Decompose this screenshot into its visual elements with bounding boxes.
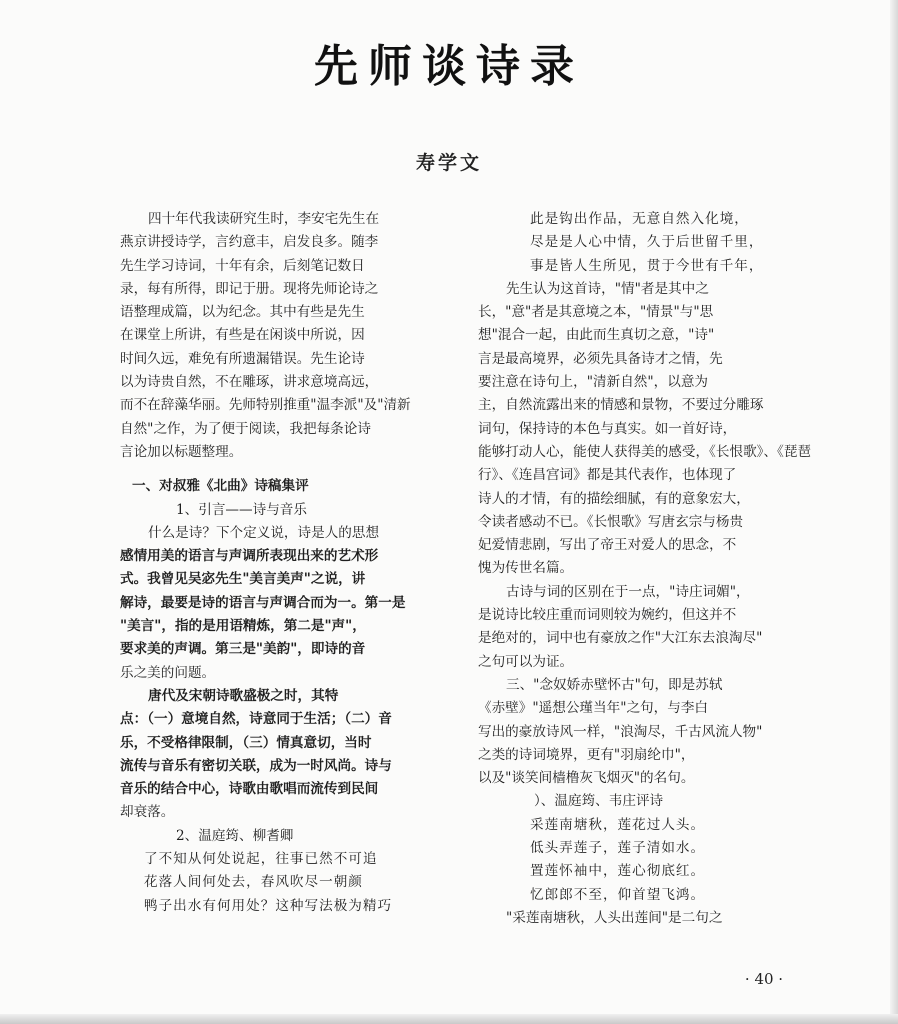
text-line: 令读者感动不已。《长恨歌》写唐玄宗与杨贵 <box>478 513 744 530</box>
text-line: 先生学习诗词，十年有余，后刻笔记数日 <box>120 257 365 274</box>
text-line: 燕京讲授诗学，言约意丰，启发良多。随李 <box>120 234 379 251</box>
text-line: 写出的豪放诗风一样，"浪淘尽，千古风流人物" <box>478 723 763 740</box>
poem-line: 鸭子出水有何用处？这种写法极为精巧 <box>144 897 393 914</box>
text-line: 主，自然流露出来的情感和景物，不要过分雕琢 <box>478 397 764 414</box>
poem-line: 了不知从何处说起，往事已然不可追 <box>144 851 378 868</box>
text-line: 而不在辞藻华丽。先师特别推重"温李派"及"清新 <box>120 397 411 414</box>
text-line: 愧为传世名篇。 <box>478 560 574 577</box>
subsection-heading: 1、引言——诗与音乐 <box>176 501 307 518</box>
subsection-heading: 2、温庭筠、柳耆卿 <box>176 827 294 844</box>
text-line: 唐代及宋朝诗歌盛极之时，其特 <box>148 687 339 704</box>
text-line: "美言"，指的是用语精炼，第二是"声"， <box>120 618 366 635</box>
text-line: 言论加以标题整理。 <box>120 443 243 460</box>
text-line: 想"混合一起，由此而生真切之意，"诗" <box>478 327 715 344</box>
text-line: 诗人的才情，有的描绘细腻，有的意象宏大， <box>478 490 750 507</box>
text-line: 录，每有所得，即记于册。现将先师论诗之 <box>120 280 379 297</box>
page-edge-shadow <box>890 0 898 1024</box>
poem-line: 采莲南塘秋，莲花过人头。 <box>530 816 706 833</box>
right-text-column <box>478 208 816 930</box>
paragraph-gap <box>120 464 446 475</box>
text-line: 以为诗贵自然，不在雕琢，讲求意境高远， <box>120 374 379 391</box>
text-line: 时间久远，难免有所遗漏错误。先生论诗 <box>120 350 365 367</box>
text-line: 言是最高境界，必须先具备诗才之情，先 <box>478 350 723 367</box>
text-line: 要注意在诗句上，"清新自然"，以意为 <box>478 374 709 391</box>
text-line: 是绝对的，词中也有豪放之作"大江东去浪淘尽" <box>478 630 763 647</box>
poem-line: 低头弄莲子，莲子清如水。 <box>530 840 706 857</box>
text-line: 要求美的声调。第三是"美韵"，即诗的音 <box>120 641 366 658</box>
poem-line: 忆郎郎不至，仰首望飞鸿。 <box>530 886 706 903</box>
text-line: 长，"意"者是其意境之本，"情景"与"思 <box>478 304 714 321</box>
text-line: 妃爱情悲剧，写出了帝王对爱人的思念，不 <box>478 537 737 554</box>
text-line: 四十年代我读研究生时，李安宅先生在 <box>148 211 380 227</box>
text-line: 式。我曾见吴宓先生"美言美声"之说，讲 <box>120 571 366 588</box>
text-line: 乐，不受格律限制，（三）情真意切，当时 <box>120 734 372 751</box>
text-line: 什么是诗？下个定义说，诗是人的思想 <box>148 524 380 541</box>
text-line: 却衰落。 <box>120 804 175 821</box>
text-line: 先生认为这首诗，"情"者是其中之 <box>506 280 709 297</box>
text-line: 之类的诗词境界，更有"羽扇纶巾"， <box>478 746 695 763</box>
poem-line: 此是钩出作品，无意自然入化境， <box>530 211 749 227</box>
text-line: 音乐的结合中心，诗歌由歌唱而流传到民间 <box>120 781 379 798</box>
poem-line: 尽是是人心中情，久于后世留千里， <box>530 234 764 251</box>
text-line: 乐之美的问题。 <box>120 664 216 681</box>
text-line: 语整理成篇，以为纪念。其中有些是先生 <box>120 304 365 321</box>
poem-line: 置莲怀袖中，莲心彻底红。 <box>530 863 706 880</box>
text-line: 三、"念奴娇赤壁怀古"句，即是苏轼 <box>506 676 723 693</box>
text-line: 词句，保持诗的本色与真实。如一首好诗， <box>478 420 737 437</box>
page-number: · 40 · <box>744 970 784 988</box>
page-bottom-shadow <box>0 1014 898 1024</box>
left-text-column <box>120 208 446 918</box>
text-line: 是说诗比较庄重而词则较为婉约，但这并不 <box>478 607 737 624</box>
text-line: 以及"谈笑间樯橹灰飞烟灭"的名句。 <box>478 770 695 787</box>
text-line: 点：（一）意境自然，诗意同于生活；（二）音 <box>120 711 392 728</box>
text-line: "采莲南塘秋，人头出莲间"是二句之 <box>506 909 723 926</box>
text-line: 古诗与词的区别在于一点，"诗庄词媚"， <box>506 583 750 600</box>
section-heading: 一、对叔雅《北曲》诗稿集评 <box>132 478 309 495</box>
poem-line: 花落人间何处去，春风吹尽一朝颜 <box>144 874 363 891</box>
text-line: 解诗，最要是诗的语言与声调合而为一。第一是 <box>120 594 406 611</box>
text-line: 能够打动人心，能使人获得美的感受，《长恨歌》、《琵琶 <box>478 443 812 460</box>
poem-line: 事是皆人生所见，贯于今世有千年， <box>530 257 764 274</box>
text-line: 感情用美的语言与声调所表现出来的艺术形 <box>120 548 379 565</box>
text-line: 行》、《连昌宫词》都是其代表作，也体现了 <box>478 467 737 484</box>
text-line: 之句可以为证。 <box>478 653 574 670</box>
text-line: 流传与音乐有密切关联，成为一时风尚。诗与 <box>120 757 392 774</box>
article-author: 寿学文 <box>415 152 482 174</box>
text-line: 在课堂上所讲，有些是在闲谈中所说，因 <box>120 327 365 344</box>
subsection-heading: ）、温庭筠、韦庄评诗 <box>534 793 664 810</box>
text-line: 自然"之作，为了便于阅读，我把每条论诗 <box>120 420 371 437</box>
text-line: 《赤壁》"遥想公瑾当年"之句，与李白 <box>478 700 709 717</box>
article-title: 先师谈诗录 <box>314 41 584 92</box>
